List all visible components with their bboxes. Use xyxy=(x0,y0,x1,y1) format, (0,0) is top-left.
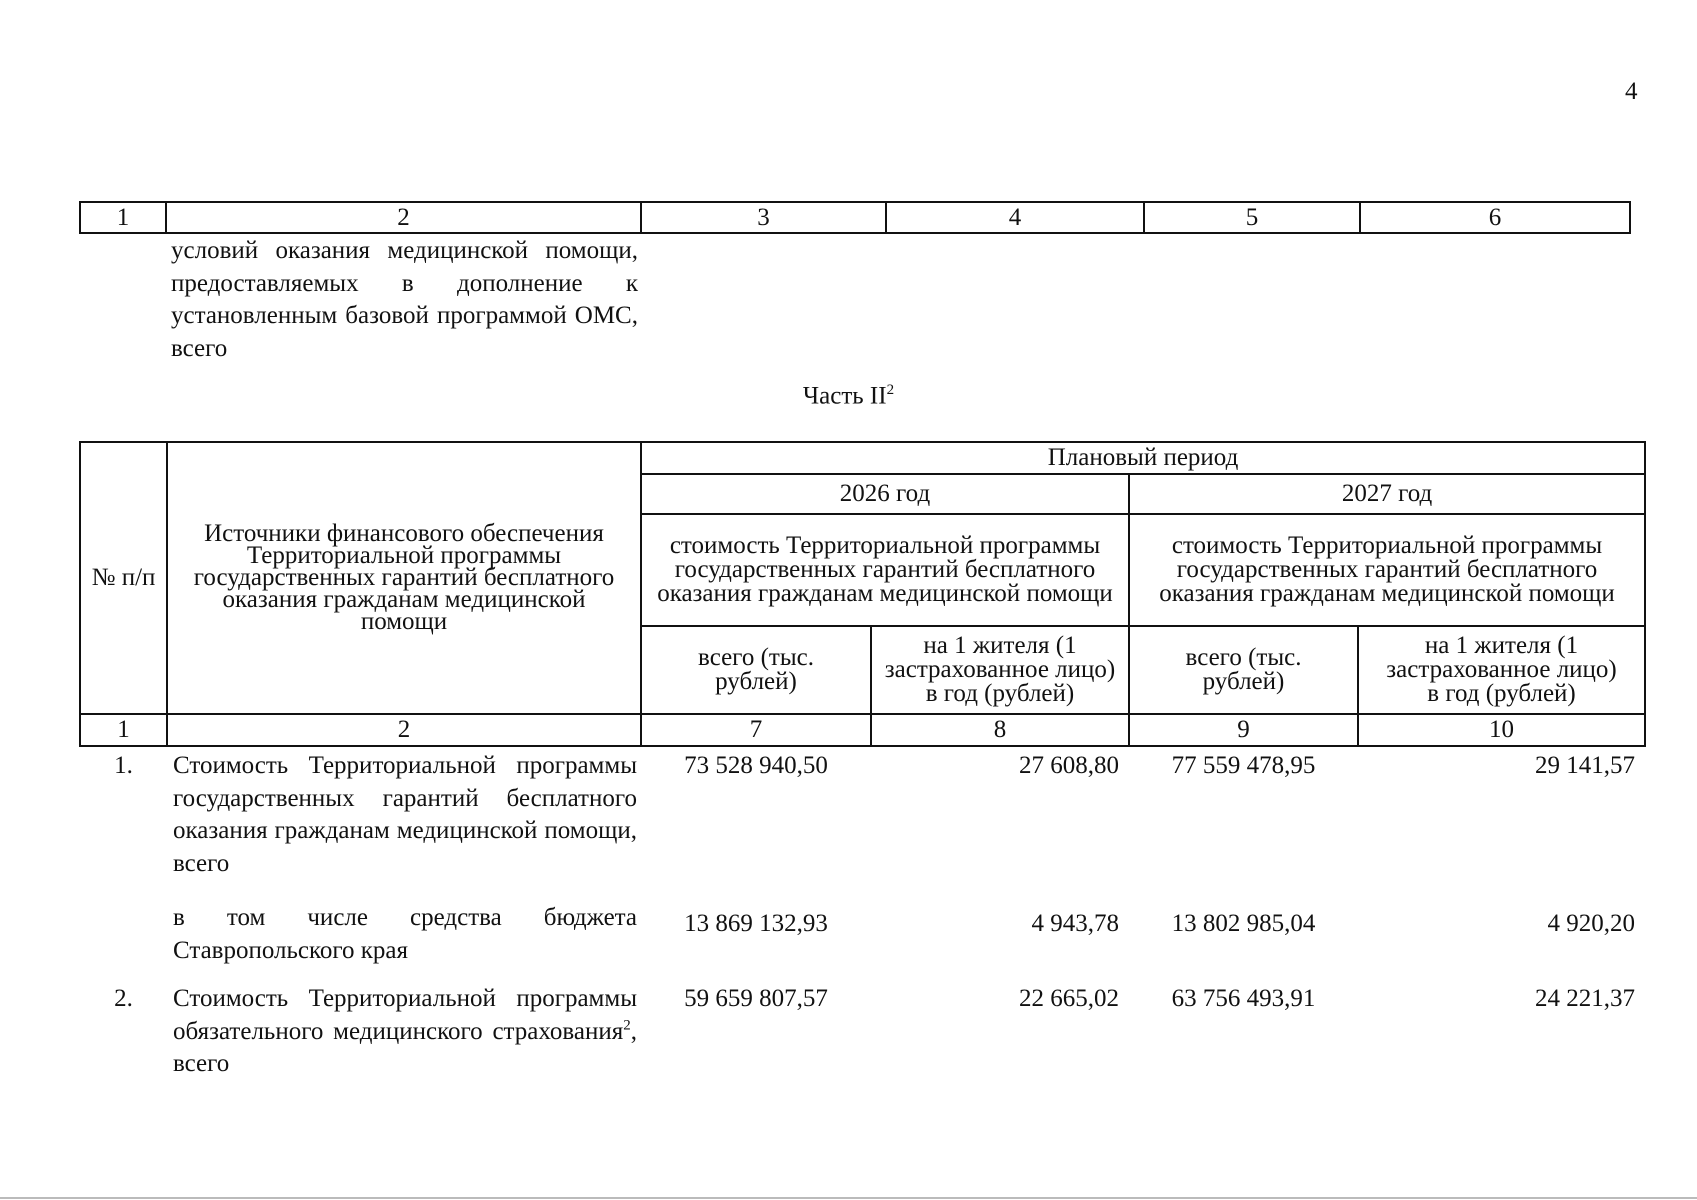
table-row xyxy=(80,746,1645,880)
row-description-tail: , всего xyxy=(173,1017,637,1077)
value-total-2026: 59 659 807,57 xyxy=(684,985,828,1012)
main-table xyxy=(79,441,1646,1081)
header-per-capita-2026: на 1 жителя (1 застрахованное лицо) в год (рублей) xyxy=(871,626,1129,714)
header-total-2027: всего (тыс. рублей) xyxy=(1129,626,1358,714)
header-year-2027: 2027 год xyxy=(1129,474,1645,514)
value-total-2027: 77 559 478,95 xyxy=(1171,752,1316,779)
row-description: в том числе средства бюджета Ставропольского края xyxy=(173,904,637,964)
column-number: 4 xyxy=(886,202,1144,233)
header-num: № п/п xyxy=(80,442,167,714)
column-number: 2 xyxy=(167,714,641,746)
value-total-2026: 13 869 132,93 xyxy=(684,910,828,937)
column-number: 1 xyxy=(80,202,166,233)
column-numbers-row xyxy=(80,714,1645,746)
header-year-2026: 2026 год xyxy=(641,474,1129,514)
column-number: 6 xyxy=(1360,202,1630,233)
row-description xyxy=(167,967,641,1081)
section-title-text: Часть II xyxy=(802,382,887,410)
column-number: 5 xyxy=(1144,202,1360,233)
table-header-row xyxy=(80,442,1645,474)
column-number: 2 xyxy=(166,202,641,233)
column-number: 8 xyxy=(871,714,1129,746)
column-number: 1 xyxy=(80,714,167,746)
column-number: 9 xyxy=(1129,714,1358,746)
page-bottom-rule xyxy=(0,1197,1697,1199)
table-row xyxy=(80,967,1645,1081)
row-number xyxy=(80,880,167,967)
continuation-table xyxy=(79,201,1631,365)
value-total-2027: 63 756 493,91 xyxy=(1171,985,1316,1012)
row-description-text: Стоимость Территориальной программы обязательного медицинского страхования xyxy=(173,985,637,1045)
value-per-capita-2026: 27 608,80 xyxy=(1019,752,1119,779)
header-per-capita-2027: на 1 жителя (1 застрахованное лицо) в год (рублей) xyxy=(1358,626,1645,714)
row-number: 1. xyxy=(114,752,133,779)
header-sources: Источники финансового обеспечения Территориальной программы государственных гарантий бесплатного оказания гражданам медицинской помощи xyxy=(167,442,641,714)
column-number: 7 xyxy=(641,714,871,746)
footnote-marker: 2 xyxy=(623,1017,631,1034)
row-description: Стоимость Территориальной программы государственных гарантий бесплатного оказания гражданам медицинской помощи, всего xyxy=(173,752,637,877)
table-row xyxy=(80,233,1630,365)
page-number: 4 xyxy=(1625,78,1638,105)
value-per-capita-2027: 4 920,20 xyxy=(1547,910,1636,937)
value-per-capita-2027: 24 221,37 xyxy=(1535,985,1636,1012)
header-total-2026: всего (тыс. рублей) xyxy=(641,626,871,714)
value-total-2027: 13 802 985,04 xyxy=(1171,910,1316,937)
table-row xyxy=(80,880,1645,967)
value-total-2026: 73 528 940,50 xyxy=(684,752,828,779)
row-number: 2. xyxy=(114,985,133,1012)
continuation-text: условий оказания медицинской помощи, предоставляемых в дополнение к установленным базовой программой ОМС, всего xyxy=(171,237,638,362)
column-number: 3 xyxy=(641,202,886,233)
value-per-capita-2026: 22 665,02 xyxy=(1019,985,1119,1012)
column-number: 10 xyxy=(1358,714,1645,746)
section-title xyxy=(0,382,1697,410)
header-cost-2027: стоимость Территориальной программы государственных гарантий бесплатного оказания гражданам медицинской помощи xyxy=(1129,514,1645,626)
footnote-marker: 2 xyxy=(886,382,895,398)
value-per-capita-2026: 4 943,78 xyxy=(1031,910,1119,937)
header-planned-period: Плановый период xyxy=(641,442,1645,474)
value-per-capita-2027: 29 141,57 xyxy=(1535,752,1636,779)
table-header-row xyxy=(80,202,1630,233)
header-cost-2026: стоимость Территориальной программы государственных гарантий бесплатного оказания гражданам медицинской помощи xyxy=(641,514,1129,626)
